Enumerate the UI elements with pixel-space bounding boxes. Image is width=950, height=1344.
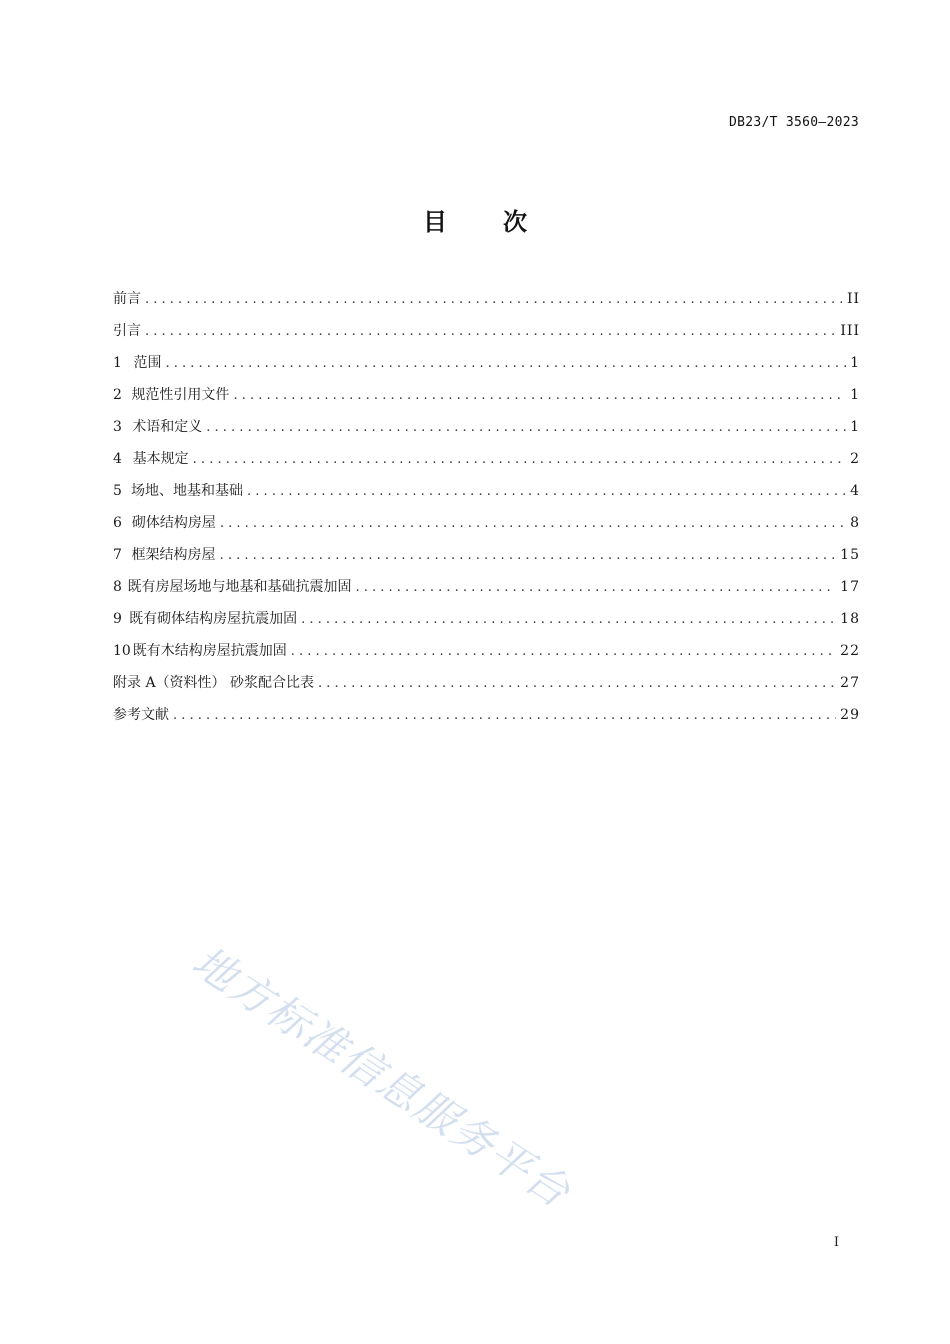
toc-entry-label: 砌体结构房屋	[131, 515, 216, 531]
toc-entry-label: 规范性引用文件	[131, 387, 230, 403]
toc-entry-label: 既有房屋场地与地基和基础抗震加固	[127, 579, 352, 595]
toc-leader-dots	[220, 512, 846, 536]
toc-entry-label: 引言	[113, 323, 141, 339]
toc-leader-dots	[247, 480, 846, 504]
toc-entry-number: 4	[113, 451, 122, 467]
toc-entry-page: 8	[850, 515, 860, 531]
toc-entry-page: 18	[840, 611, 860, 627]
watermark: 地方标准信息服务平台	[183, 936, 580, 1218]
toc-entry-label: 既有木结构房屋抗震加固	[132, 643, 287, 659]
toc-entry[interactable]	[113, 415, 860, 447]
toc-entry-label: 范围	[133, 355, 162, 371]
page-title: 目次	[423, 208, 583, 236]
toc-leader-dots	[233, 384, 846, 408]
toc-entry-label: 附录 A（资料性） 砂浆配合比表	[113, 675, 315, 691]
toc-leader-dots	[145, 320, 836, 344]
toc-leader-dots	[193, 448, 846, 472]
toc-leader-dots	[301, 608, 836, 632]
toc-entry[interactable]	[113, 703, 860, 735]
toc-leader-dots	[173, 704, 836, 728]
toc-entry-page: 27	[840, 675, 860, 691]
toc-entry[interactable]	[113, 351, 860, 383]
toc-entry-page: 1	[850, 419, 860, 435]
toc-entry-page: 15	[840, 547, 860, 563]
toc-leader-dots	[318, 672, 836, 696]
toc-entry-number: 3	[113, 419, 122, 435]
toc-entry-page: 1	[850, 355, 860, 371]
toc-leader-dots	[165, 352, 846, 376]
table-of-contents	[113, 287, 860, 735]
toc-entry-number: 6	[113, 515, 122, 531]
toc-entry-label: 既有砌体结构房屋抗震加固	[129, 611, 298, 627]
toc-entry[interactable]	[113, 287, 860, 319]
toc-entry-number: 9	[113, 611, 122, 627]
toc-entry-label: 基本规定	[132, 451, 189, 467]
toc-entry-page: II	[846, 291, 860, 307]
toc-entry[interactable]	[113, 319, 860, 351]
toc-entry[interactable]	[113, 447, 860, 479]
toc-entry-page: III	[840, 323, 860, 339]
toc-entry[interactable]	[113, 575, 860, 607]
toc-entry-number: 1	[113, 355, 122, 371]
toc-entry-page: 4	[850, 483, 860, 499]
toc-leader-dots	[145, 288, 843, 312]
toc-entry-number: 8	[113, 579, 122, 595]
toc-entry-page: 17	[840, 579, 860, 595]
toc-entry-label: 前言	[113, 291, 141, 307]
toc-entry-label: 场地、地基和基础	[131, 483, 244, 499]
toc-leader-dots	[206, 416, 846, 440]
toc-entry-number: 7	[113, 547, 122, 563]
toc-leader-dots	[220, 544, 837, 568]
toc-entry-label: 术语和定义	[132, 419, 203, 435]
toc-entry[interactable]	[113, 479, 860, 511]
toc-entry[interactable]	[113, 383, 860, 415]
toc-entry-page: 29	[840, 707, 860, 723]
toc-entry[interactable]	[113, 639, 860, 671]
toc-entry-number: 5	[113, 483, 122, 499]
toc-entry-page: 1	[850, 387, 860, 403]
toc-entry[interactable]	[113, 511, 860, 543]
toc-entry[interactable]	[113, 607, 860, 639]
toc-entry-number: 2	[113, 387, 122, 403]
toc-leader-dots	[291, 640, 836, 664]
toc-entry-label: 框架结构房屋	[131, 547, 216, 563]
toc-leader-dots	[355, 576, 836, 600]
toc-entry[interactable]	[113, 671, 860, 703]
toc-entry-number: 10	[113, 643, 131, 659]
toc-entry[interactable]	[113, 543, 860, 575]
toc-entry-page: 22	[840, 643, 860, 659]
page-number: I	[833, 1235, 839, 1250]
toc-entry-label: 参考文献	[113, 707, 169, 723]
toc-entry-page: 2	[850, 451, 860, 467]
document-code: DB23/T 3560—2023	[728, 115, 859, 130]
